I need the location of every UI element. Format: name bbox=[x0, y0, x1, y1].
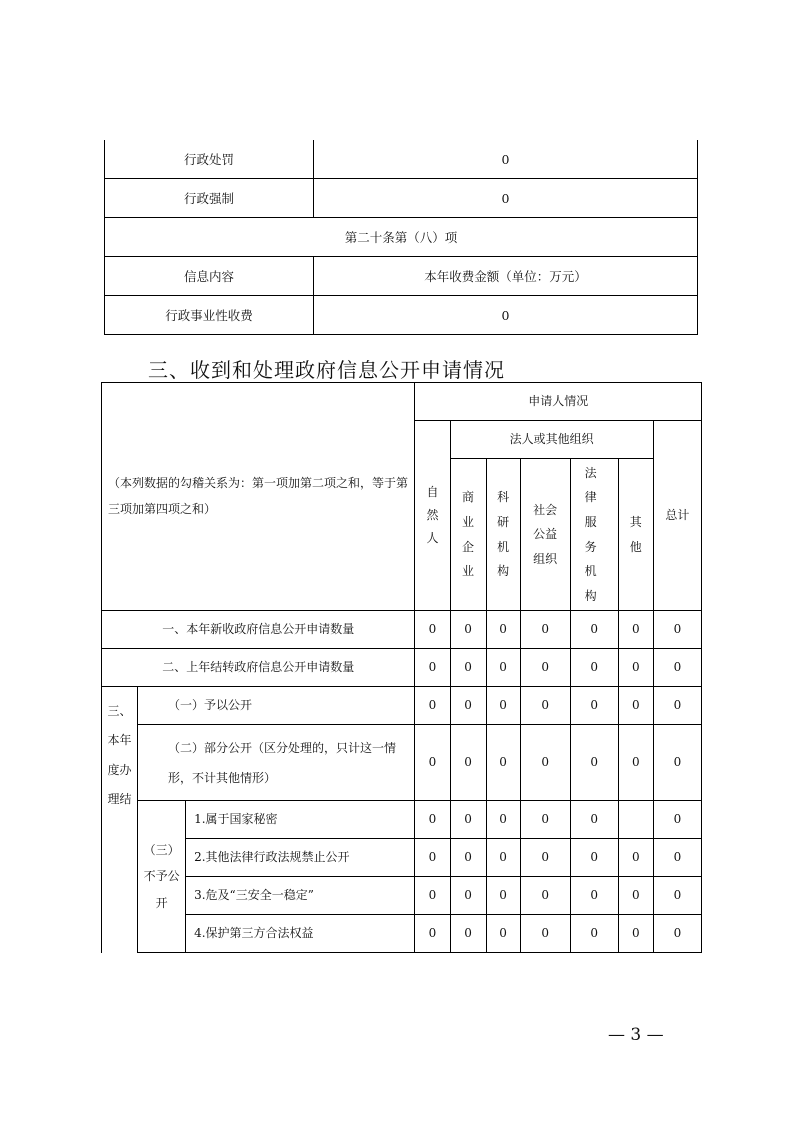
column-header: 本年收费金额（单位：万元） bbox=[314, 257, 698, 296]
table-row bbox=[102, 801, 702, 839]
cell-business: 0 bbox=[450, 915, 486, 953]
cell-research: 0 bbox=[486, 801, 520, 839]
cell-research: 0 bbox=[486, 839, 520, 877]
cell-public-welfare: 0 bbox=[520, 877, 570, 915]
natural-person-header: 自然人 bbox=[415, 421, 450, 611]
research-header: 科研机构 bbox=[486, 459, 520, 611]
cell-research: 0 bbox=[486, 877, 520, 915]
cell-other bbox=[618, 801, 653, 839]
cell-business: 0 bbox=[450, 725, 486, 801]
table-row bbox=[102, 915, 702, 953]
cell-total: 0 bbox=[653, 687, 701, 725]
cell-total: 0 bbox=[653, 801, 701, 839]
cell-natural-person: 0 bbox=[415, 839, 450, 877]
cell-natural-person: 0 bbox=[415, 611, 450, 649]
cell-business: 0 bbox=[450, 839, 486, 877]
cell-total: 0 bbox=[653, 611, 701, 649]
row-label: 二、上年结转政府信息公开申请数量 bbox=[102, 649, 415, 687]
row-label: 行政事业性收费 bbox=[105, 296, 314, 335]
cell-public-welfare: 0 bbox=[520, 839, 570, 877]
group3-label: 三、本年度办理结 bbox=[102, 687, 138, 953]
cell-natural-person: 0 bbox=[415, 687, 450, 725]
table-row bbox=[102, 725, 702, 801]
reconciliation-note: （本列数据的勾稽关系为：第一项加第二项之和，等于第三项加第四项之和） bbox=[102, 383, 415, 611]
table-row bbox=[102, 839, 702, 877]
cell-business: 0 bbox=[450, 801, 486, 839]
table-row bbox=[105, 296, 698, 335]
business-header: 商业企业 bbox=[450, 459, 486, 611]
cell-research: 0 bbox=[486, 611, 520, 649]
cell-legal-service: 0 bbox=[570, 801, 618, 839]
table-row bbox=[102, 649, 702, 687]
cell-legal-service: 0 bbox=[570, 839, 618, 877]
cell-research: 0 bbox=[486, 915, 520, 953]
row-value: 0 bbox=[314, 296, 698, 335]
cell-total: 0 bbox=[653, 915, 701, 953]
cell-other: 0 bbox=[618, 687, 653, 725]
row-label: 行政处罚 bbox=[105, 141, 314, 179]
cell-public-welfare: 0 bbox=[520, 687, 570, 725]
legal-service-header: 法律服务机构 bbox=[570, 459, 618, 611]
cell-natural-person: 0 bbox=[415, 801, 450, 839]
row-label: 4.保护第三方合法权益 bbox=[186, 915, 415, 953]
cell-legal-service: 0 bbox=[570, 915, 618, 953]
table-row bbox=[105, 218, 698, 257]
cell-business: 0 bbox=[450, 877, 486, 915]
cell-natural-person: 0 bbox=[415, 877, 450, 915]
cell-business: 0 bbox=[450, 687, 486, 725]
table-header-row bbox=[102, 383, 702, 421]
table-row bbox=[102, 687, 702, 725]
row-label: 1.属于国家秘密 bbox=[186, 801, 415, 839]
cell-legal-service: 0 bbox=[570, 877, 618, 915]
cell-legal-service: 0 bbox=[570, 649, 618, 687]
cell-public-welfare: 0 bbox=[520, 915, 570, 953]
cell-other: 0 bbox=[618, 611, 653, 649]
cell-total: 0 bbox=[653, 725, 701, 801]
cell-public-welfare: 0 bbox=[520, 725, 570, 801]
table-header-row bbox=[105, 257, 698, 296]
row-value: 0 bbox=[314, 141, 698, 179]
section-title: 三、收到和处理政府信息公开申请情况 bbox=[148, 358, 505, 382]
application-stats-table bbox=[101, 382, 702, 953]
cell-total: 0 bbox=[653, 877, 701, 915]
section-heading: 第二十条第（八）项 bbox=[105, 218, 698, 257]
public-welfare-header: 社会公益组织 bbox=[520, 459, 570, 611]
row-label: （一）予以公开 bbox=[138, 687, 415, 725]
row-label: 2.其他法律行政法规禁止公开 bbox=[186, 839, 415, 877]
row-label: 3.危及“三安全一稳定” bbox=[186, 877, 415, 915]
cell-public-welfare: 0 bbox=[520, 801, 570, 839]
row-label: 一、本年新收政府信息公开申请数量 bbox=[102, 611, 415, 649]
column-header: 信息内容 bbox=[105, 257, 314, 296]
withheld-label: （三）不予公开 bbox=[138, 801, 186, 953]
cell-other: 0 bbox=[618, 725, 653, 801]
cell-natural-person: 0 bbox=[415, 725, 450, 801]
cell-other: 0 bbox=[618, 877, 653, 915]
cell-other: 0 bbox=[618, 649, 653, 687]
total-header: 总计 bbox=[653, 421, 701, 611]
table-row bbox=[105, 179, 698, 218]
table-row bbox=[102, 611, 702, 649]
table-row bbox=[105, 141, 698, 179]
row-value: 0 bbox=[314, 179, 698, 218]
row-label: 行政强制 bbox=[105, 179, 314, 218]
cell-total: 0 bbox=[653, 649, 701, 687]
cell-legal-service: 0 bbox=[570, 687, 618, 725]
cell-research: 0 bbox=[486, 725, 520, 801]
page-number: — 3 — bbox=[608, 1025, 664, 1045]
cell-other: 0 bbox=[618, 915, 653, 953]
cell-public-welfare: 0 bbox=[520, 611, 570, 649]
cell-natural-person: 0 bbox=[415, 649, 450, 687]
cell-legal-service: 0 bbox=[570, 725, 618, 801]
cell-legal-service: 0 bbox=[570, 611, 618, 649]
admin-fee-table bbox=[104, 140, 698, 335]
applicant-header: 申请人情况 bbox=[415, 383, 702, 421]
cell-other: 0 bbox=[618, 839, 653, 877]
cell-public-welfare: 0 bbox=[520, 649, 570, 687]
cell-research: 0 bbox=[486, 649, 520, 687]
table-row bbox=[102, 877, 702, 915]
cell-natural-person: 0 bbox=[415, 915, 450, 953]
row-label: （二）部分公开（区分处理的，只计这一情形，不计其他情形） bbox=[138, 725, 415, 801]
legal-entity-header: 法人或其他组织 bbox=[450, 421, 653, 459]
other-header: 其他 bbox=[618, 459, 653, 611]
cell-research: 0 bbox=[486, 687, 520, 725]
cell-business: 0 bbox=[450, 611, 486, 649]
cell-business: 0 bbox=[450, 649, 486, 687]
cell-total: 0 bbox=[653, 839, 701, 877]
